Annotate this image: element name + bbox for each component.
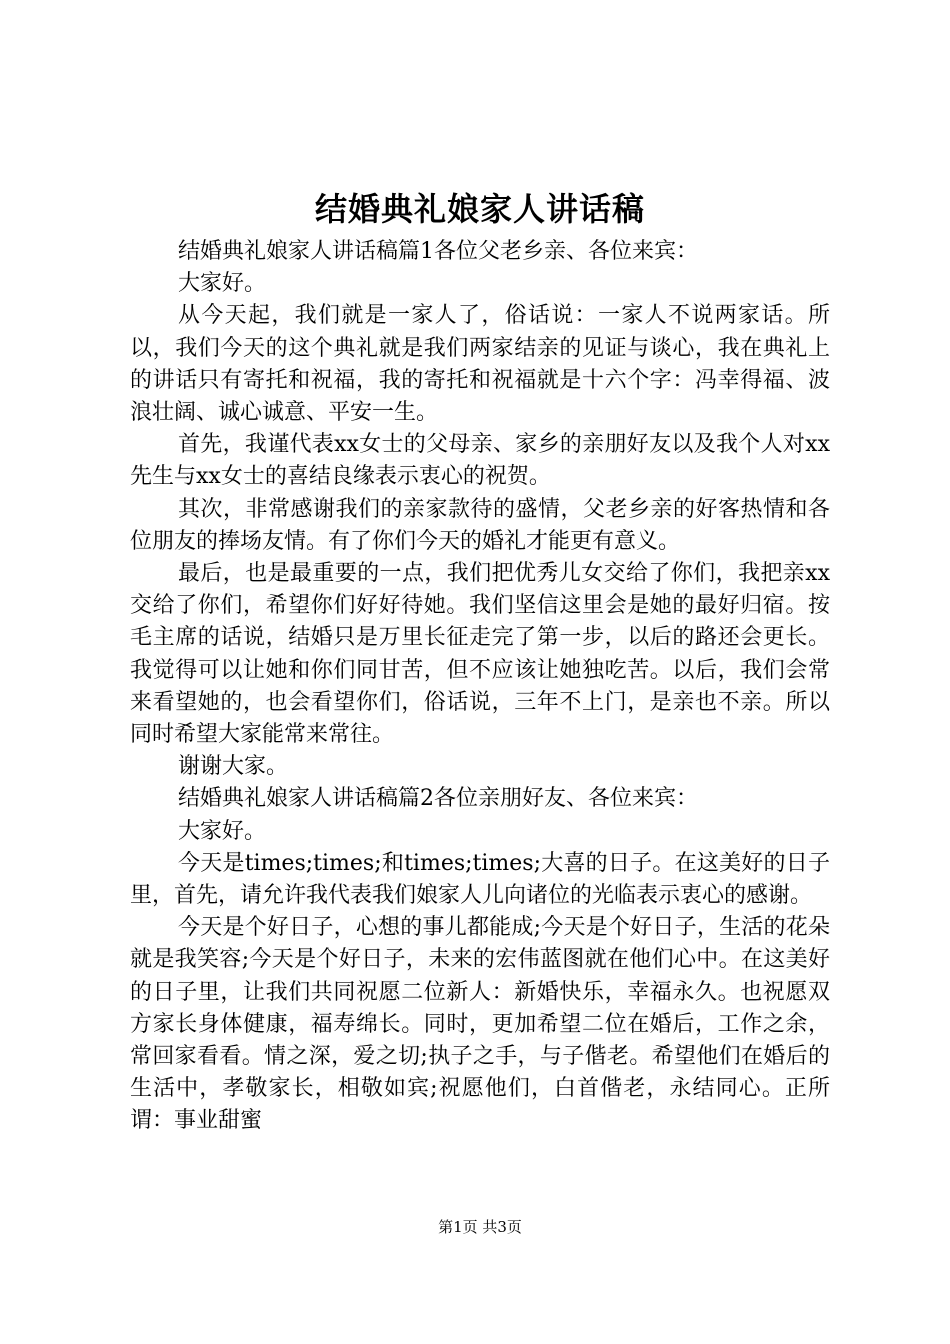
document-body bbox=[130, 236, 830, 1138]
paragraph-4: 首先，我谨代表xx女士的父母亲、家乡的亲朋好友以及我个人对xx先生与xx女士的喜结良缘表示衷心的祝贺。 bbox=[130, 432, 830, 490]
paragraph-6: 最后，也是最重要的一点，我们把优秀儿女交给了你们，我把亲xx交给了你们，希望你们好好待她。我们坚信这里会是她的最好归宿。按毛主席的话说，结婚只是万里长征走完了第一步，以后的路还会更长。我觉得可以让她和你们同甘苦，但不应该让她独吃苦。以后，我们会常来看望她的，也会看望你们，俗话说，三年不上门，是亲也不亲。所以同时希望大家能常来常往。 bbox=[130, 561, 830, 748]
paragraph-2: 大家好。 bbox=[178, 271, 267, 297]
paragraph-10: 今天是times;times;和times;times;大喜的日子。在这美好的日子里，首先，请允许我代表我们娘家人儿向诸位的光临表示衷心的感谢。 bbox=[130, 850, 830, 909]
document-page bbox=[130, 0, 830, 1344]
paragraph-7: 谢谢大家。 bbox=[178, 754, 289, 780]
document-title: 结婚典礼娘家人讲话稿 bbox=[314, 190, 645, 228]
paragraph-11: 今天是个好日子，心想的事儿都能成;今天是个好日子，生活的花朵就是我笑容;今天是个好日子，未来的宏伟蓝图就在他们心中。在这美好的日子里，让我们共同祝愿二位新人：新婚快乐，幸福永久。也祝愿双方家长身体健康，福寿绵长。同时，更加希望二位在婚后，工作之余，常回家看看。情之深，爱之切;执子之手，与子偕老。希望他们在婚后的生活中，孝敬家长，相敬如宾;祝愿他们，白首偕老，永结同心。正所谓：事业甜蜜 bbox=[130, 915, 830, 1134]
paragraph-5: 其次，非常感谢我们的亲家款待的盛情，父老乡亲的好客热情和各位朋友的捧场友情。有了你们今天的婚礼才能更有意义。 bbox=[130, 496, 830, 554]
paragraph-1: 结婚典礼娘家人讲话稿篇1各位父老乡亲、各位来宾： bbox=[178, 239, 698, 264]
paragraph-9: 大家好。 bbox=[178, 818, 267, 844]
paragraph-8: 结婚典礼娘家人讲话稿篇2各位亲朋好友、各位来宾： bbox=[178, 786, 698, 812]
paragraph-3: 从今天起，我们就是一家人了，俗话说：一家人不说两家话。所以，我们今天的这个典礼就是我们两家结亲的见证与谈心，我在典礼上的讲话只有寄托和祝福，我的寄托和祝福就是十六个字：冯幸得福、波浪壮阔、诚心诚意、平安一生。 bbox=[130, 303, 830, 426]
page-footer: 第1页 共3页 bbox=[438, 1218, 522, 1236]
